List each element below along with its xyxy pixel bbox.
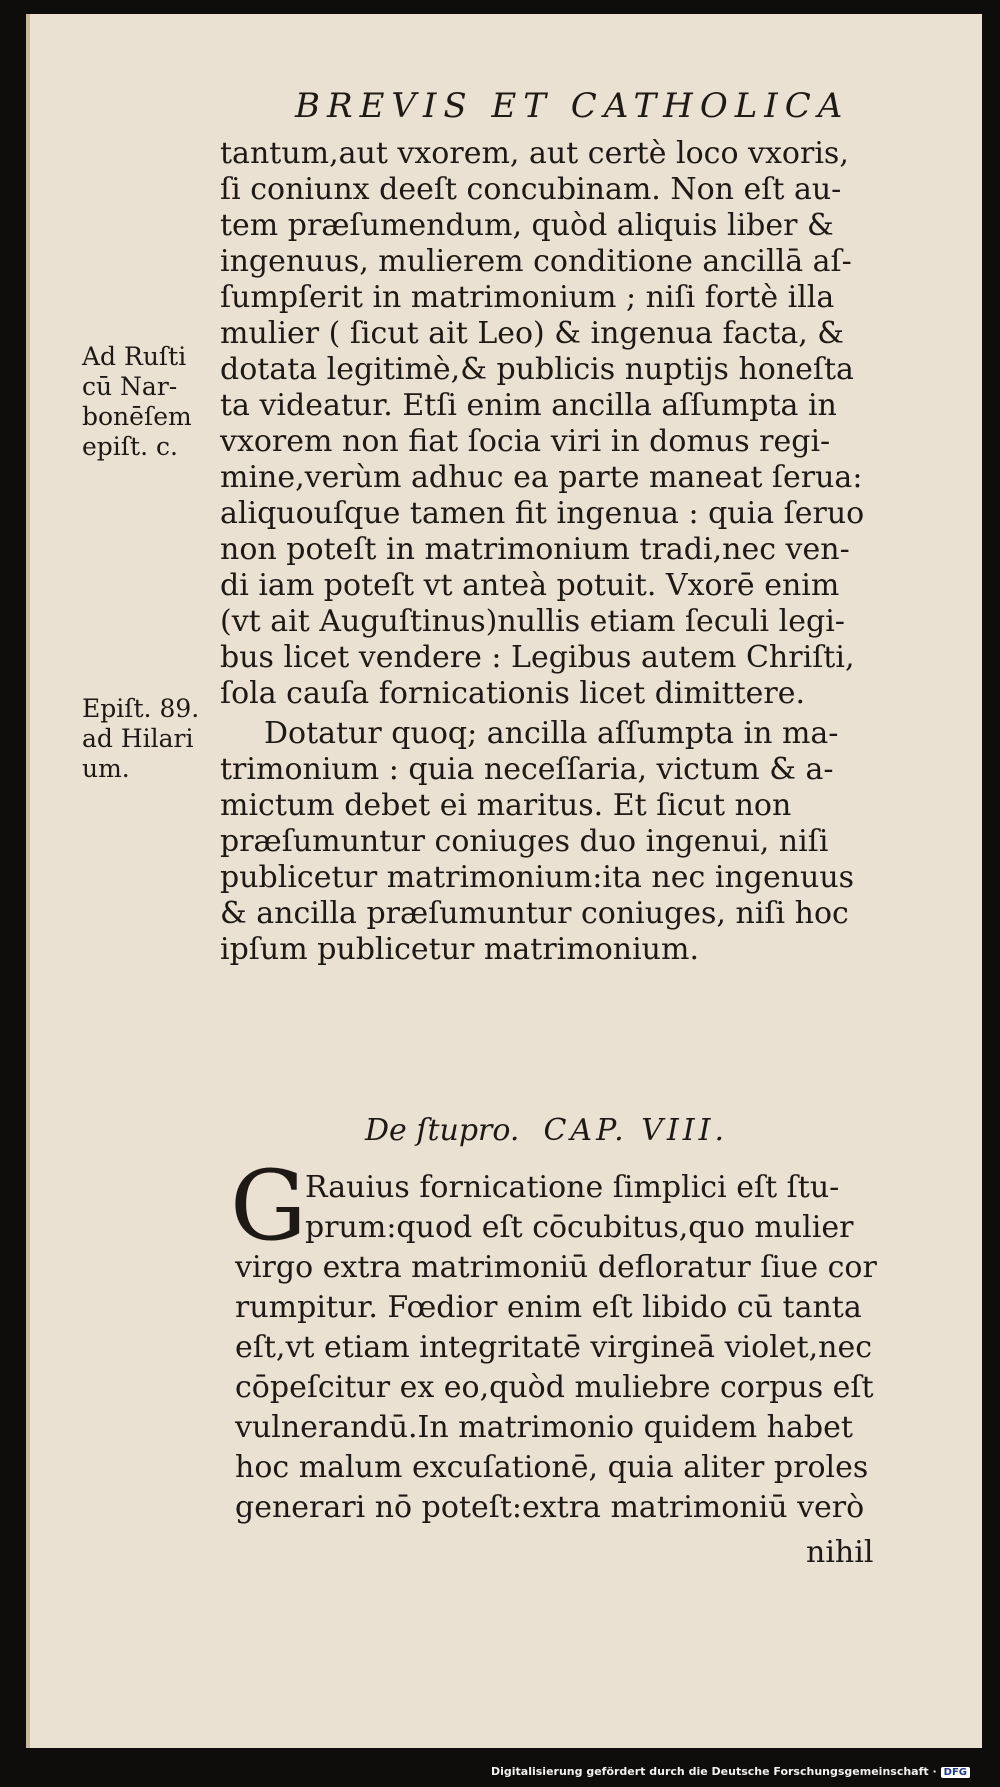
body-line: ipſum publicetur matrimonium. bbox=[220, 932, 699, 967]
body-line: (vt ait Auguſtinus)nullis etiam ſeculi legi- bbox=[220, 604, 845, 639]
body-line: bus licet vendere : Legibus autem Chriſti, bbox=[220, 640, 855, 675]
chapter-line: hoc malum excuſationē, quia aliter proles bbox=[235, 1450, 869, 1485]
margin-note-line: Epiſt. 89. bbox=[82, 694, 200, 723]
chapter-line: cōpeſcitur ex eo,quòd muliebre corpus eſt bbox=[235, 1370, 874, 1405]
chapter-line: rumpitur. Fœdior enim eſt libido cū tanta bbox=[235, 1290, 862, 1325]
body-line: non poteſt in matrimonium tradi,nec ven- bbox=[220, 532, 850, 567]
margin-note-line: epiſt. c. bbox=[82, 432, 178, 461]
chapter-heading bbox=[365, 1113, 728, 1148]
drop-cap: G bbox=[230, 1150, 307, 1262]
chapter-title: De ſtupro. bbox=[365, 1113, 520, 1148]
chapter-line: Rauius fornicatione ſimplici eſt ſtu- bbox=[305, 1170, 840, 1205]
chapter-number: CAP. VIII. bbox=[543, 1113, 729, 1148]
margin-note-line: ad Hilari bbox=[82, 724, 194, 753]
margin-note-line: cū Nar- bbox=[82, 372, 178, 401]
footer-text: Digitalisierung gefördert durch die Deutsche Forschungsgemeinschaft · bbox=[490, 1765, 937, 1778]
body-line: præſumuntur coniuges duo ingenui, niſi bbox=[220, 824, 829, 859]
body-line: ſola cauſa fornicationis licet dimittere. bbox=[220, 676, 806, 711]
catchword: nihil bbox=[806, 1535, 874, 1570]
body-line: & ancilla præſumuntur coniuges, niſi hoc bbox=[220, 896, 849, 931]
chapter-line: vulnerandū.In matrimonio quidem habet bbox=[235, 1410, 853, 1445]
margin-note-line: um. bbox=[82, 754, 130, 783]
body-line: di iam poteſt vt anteà potuit. Vxorē enim bbox=[220, 568, 840, 603]
margin-note-line: bonēſem bbox=[82, 402, 192, 431]
body-line: aliquouſque tamen fit ingenua : quia ſeruo bbox=[220, 496, 865, 531]
chapter-line: eſt,vt etiam integritatē virgineā violet,nec bbox=[235, 1330, 873, 1365]
body-line: tantum,aut vxorem, aut certè loco vxoris, bbox=[220, 136, 849, 171]
body-line: trimonium : quia neceſſaria, victum & a- bbox=[220, 752, 834, 787]
body-line: mictum debet ei maritus. Et ſicut non bbox=[220, 788, 792, 823]
body-line: ſumpſerit in matrimonium ; niſi fortè illa bbox=[220, 280, 835, 315]
chapter-line: prum:quod eſt cōcubitus,quo mulier bbox=[305, 1210, 854, 1245]
body-line: ſi coniunx deeſt concubinam. Non eſt au- bbox=[220, 172, 842, 207]
body-line: mulier ( ſicut ait Leo) & ingenua facta, & bbox=[220, 316, 844, 351]
running-head: BREVIS ET CATHOLICA bbox=[295, 86, 850, 126]
body-line: ta videatur. Etſi enim ancilla aſſumpta in bbox=[220, 388, 837, 423]
body-line: publicetur matrimonium:ita nec ingenuus bbox=[220, 860, 855, 895]
chapter-line: virgo extra matrimoniū defloratur ſiue cor bbox=[235, 1250, 877, 1285]
dfg-logo-icon: DFG bbox=[941, 1767, 970, 1778]
body-line: dotata legitimè,& publicis nuptijs honeſta bbox=[220, 352, 854, 387]
body-line: mine,verùm adhuc ea parte maneat ſerua: bbox=[220, 460, 863, 495]
margin-note-line: Ad Ruſti bbox=[82, 342, 187, 371]
body-line: vxorem non fiat ſocia viri in domus regi- bbox=[220, 424, 831, 459]
chapter-line: generari nō poteſt:extra matrimoniū verò bbox=[235, 1490, 865, 1525]
body-line: Dotatur quoq; ancilla aſſumpta in ma- bbox=[264, 716, 839, 751]
body-line: tem præſumendum, quòd aliquis liber & bbox=[220, 208, 834, 243]
body-line: ingenuus, mulierem conditione ancillā aſ- bbox=[220, 244, 852, 279]
digitization-footer bbox=[491, 1765, 970, 1778]
